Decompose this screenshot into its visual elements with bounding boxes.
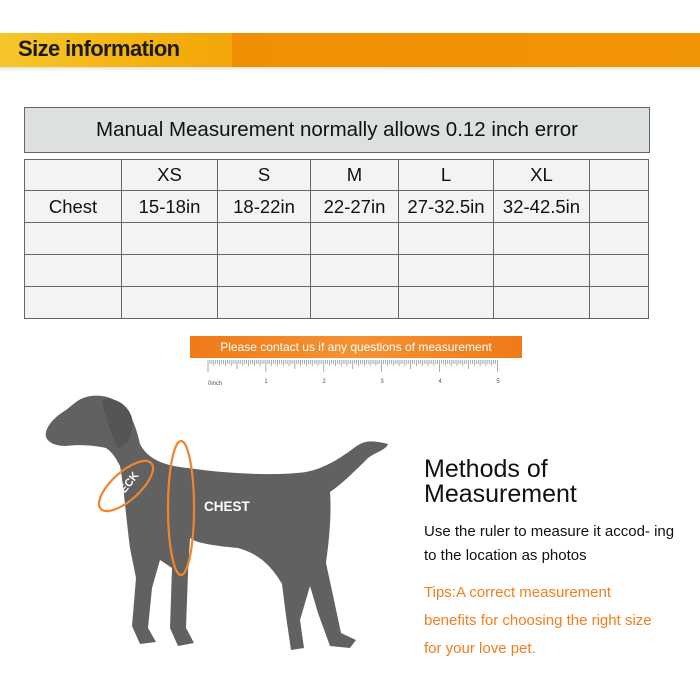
measurement-instructions: Use the ruler to measure it accod- ing to the location as photos	[424, 523, 675, 564]
dog-silhouette-icon	[46, 396, 388, 650]
table-cell	[122, 223, 218, 255]
table-cell	[494, 287, 590, 319]
table-cell	[399, 223, 494, 255]
table-cell	[25, 287, 122, 319]
methods-title	[424, 457, 577, 507]
table-cell	[399, 287, 494, 319]
size-header-l: L	[399, 160, 494, 191]
table-cell	[399, 255, 494, 287]
table-header-row	[25, 160, 649, 191]
contact-banner: Please contact us if any questions of measurement	[190, 336, 522, 358]
table-cell	[25, 223, 122, 255]
ruler-tick-label: 4	[438, 379, 442, 385]
size-chart-table	[24, 159, 649, 319]
banner-right-panel	[232, 33, 700, 67]
ruler-icon	[200, 358, 512, 392]
chest-label: CHEST	[204, 499, 250, 514]
dog-measurement-diagram	[38, 388, 398, 688]
table-cell	[590, 191, 649, 223]
chest-xs-value: 15-18in	[122, 191, 218, 223]
measurement-note: Manual Measurement normally allows 0.12 inch error	[24, 107, 650, 153]
header-banner	[0, 33, 700, 67]
table-cell	[218, 287, 311, 319]
table-cell	[590, 223, 649, 255]
table-cell	[311, 287, 399, 319]
table-row	[25, 191, 649, 223]
table-cell	[122, 287, 218, 319]
neck-label: NECK	[112, 469, 142, 502]
row-label-chest: Chest	[25, 191, 122, 223]
table-cell	[494, 255, 590, 287]
table-cell	[311, 255, 399, 287]
table-row	[25, 287, 649, 319]
size-header-s: S	[218, 160, 311, 191]
chest-s-value: 18-22in	[218, 191, 311, 223]
table-cell	[122, 255, 218, 287]
ruler-tick-label: 1	[264, 379, 268, 385]
table-cell	[590, 160, 649, 191]
chest-l-value: 27-32.5in	[399, 191, 494, 223]
table-row	[25, 223, 649, 255]
measurement-tips: Tips:A correct measurement benefits for choosing the right size for your love pet.	[424, 584, 652, 657]
table-cell	[590, 287, 649, 319]
ruler-tick-label: 5	[496, 379, 500, 385]
table-cell	[218, 255, 311, 287]
page-title: Size information	[18, 36, 180, 61]
table-cell	[25, 160, 122, 191]
ruler-tick-label: 2	[322, 379, 326, 385]
methods-title-line: Measurement	[424, 480, 577, 508]
chest-xl-value: 32-42.5in	[494, 191, 590, 223]
banner-shadow	[0, 67, 700, 71]
ruler-unit-label: 0inch	[208, 381, 223, 387]
size-header-xl: XL	[494, 160, 590, 191]
methods-title-line: Methods of	[424, 455, 548, 483]
size-header-xs: XS	[122, 160, 218, 191]
ruler-tick-label: 3	[380, 379, 384, 385]
table-row	[25, 255, 649, 287]
chest-m-value: 22-27in	[311, 191, 399, 223]
table-cell	[311, 223, 399, 255]
table-cell	[494, 223, 590, 255]
table-cell	[590, 255, 649, 287]
table-cell	[25, 255, 122, 287]
table-cell	[218, 223, 311, 255]
size-header-m: M	[311, 160, 399, 191]
